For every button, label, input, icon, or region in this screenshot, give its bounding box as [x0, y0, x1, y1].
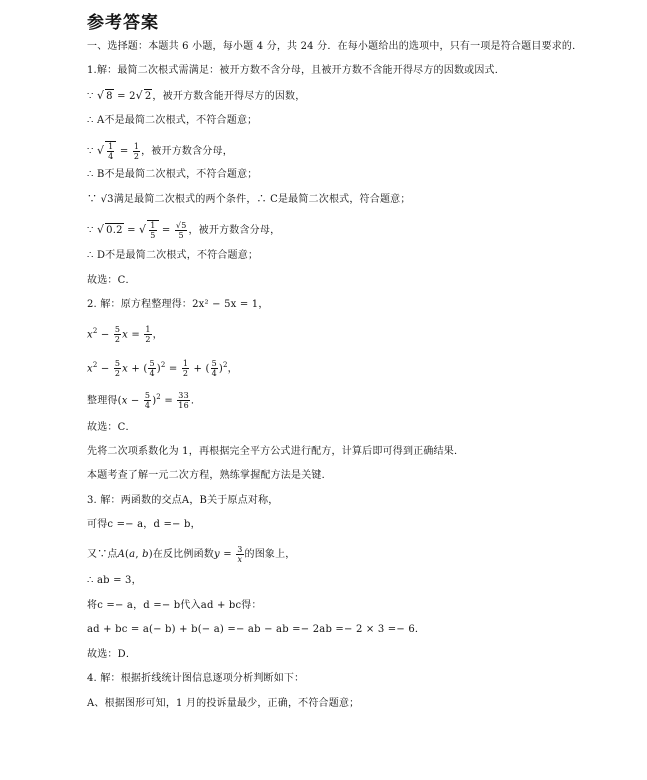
q3-line-1: 可得c =− a，d =− b，: [87, 519, 201, 530]
q3-line-2: 又∵点A(a, b)在反比例函数y = $\frac{3}{x}$ 的图象上，: [87, 545, 296, 564]
q3-line-5: ad + bc = a(− b) + b(− a) =− ab − ab =− 2ab =− 2 × 3 =− 6．: [87, 624, 426, 635]
q1-line-1: ∵ √ 8 = 2√ 2，被开方数含能开得尽方的因数，: [87, 89, 306, 102]
q2-line-1: $x^2$ − $\frac{5}{2}$ x = $\frac{1}{2}$ ，: [87, 325, 163, 345]
q2-answer: 故选：C．: [87, 422, 136, 433]
q3-line-4: 将c =− a，d =− b代入ad + bc得：: [87, 600, 262, 611]
q3-answer: 故选：D．: [87, 649, 137, 660]
q1-line-5: ∵ √3满足最简二次根式的两个条件，∴ C是最简二次根式，符合题意；: [87, 194, 411, 205]
q2-line-2: $x^2$ − $\frac{5}{2}$ x + ( $\frac{5}{4}$ )$^2$ = $\frac{1}{2}$ + ( $\frac{5}{4}$ )$^2$，: [87, 359, 238, 379]
q2-line-3: 整理得(x − $\frac{5}{4}$ )$^2$ = $\frac{33}{16}$ ．: [87, 391, 202, 411]
q1-answer: 故选：C．: [87, 275, 136, 286]
q1-intro: 1.解：最简二次根式需满足：被开方数不含分母，且被开方数不含能开得尽方的因数或因式．: [87, 65, 505, 76]
q1-line-6: ∵ √ 0.2 = √ $\frac{1}{5}$ = $\frac{√5}{5}$ ，被开方数含分母，: [87, 221, 281, 240]
q1-line-3: ∵ √ $\frac{1}{4}$ = $\frac{1}{2}$ ，被开方数含分母，: [87, 142, 233, 161]
section-heading: 一、选择题：本题共 6 小题，每小题 4 分，共 24 分．在每小题给出的选项中，只有一项是符合题目要求的．: [87, 41, 583, 52]
q1-line-7: ∴ D不是最简二次根式，不符合题意；: [87, 250, 259, 261]
q3-intro: 3. 解：两函数的交点A，B关于原点对称，: [87, 495, 279, 506]
q2-intro: 2. 解：原方程整理得：2x² − 5x = 1，: [87, 299, 269, 310]
q2-note-2: 本题考查了解一元二次方程，熟练掌握配方法是关键．: [87, 470, 332, 481]
q2-note-1: 先将二次项系数化为 1，再根据完全平方公式进行配方，计算后即可得到正确结果．: [87, 446, 465, 457]
q1-line-4: ∴ B不是最简二次根式，不符合题意；: [87, 169, 258, 180]
q4-line-1: A、根据图形可知，1 月的投诉量最少，正确，不符合题意；: [87, 698, 360, 709]
q1-line-2: ∴ A不是最简二次根式，不符合题意；: [87, 115, 258, 126]
page-title: 参考答案: [87, 13, 159, 33]
q4-intro: 4. 解：根据折线统计图信息逐项分析判断如下：: [87, 673, 305, 684]
q3-line-3: ∴ ab = 3，: [87, 575, 142, 586]
